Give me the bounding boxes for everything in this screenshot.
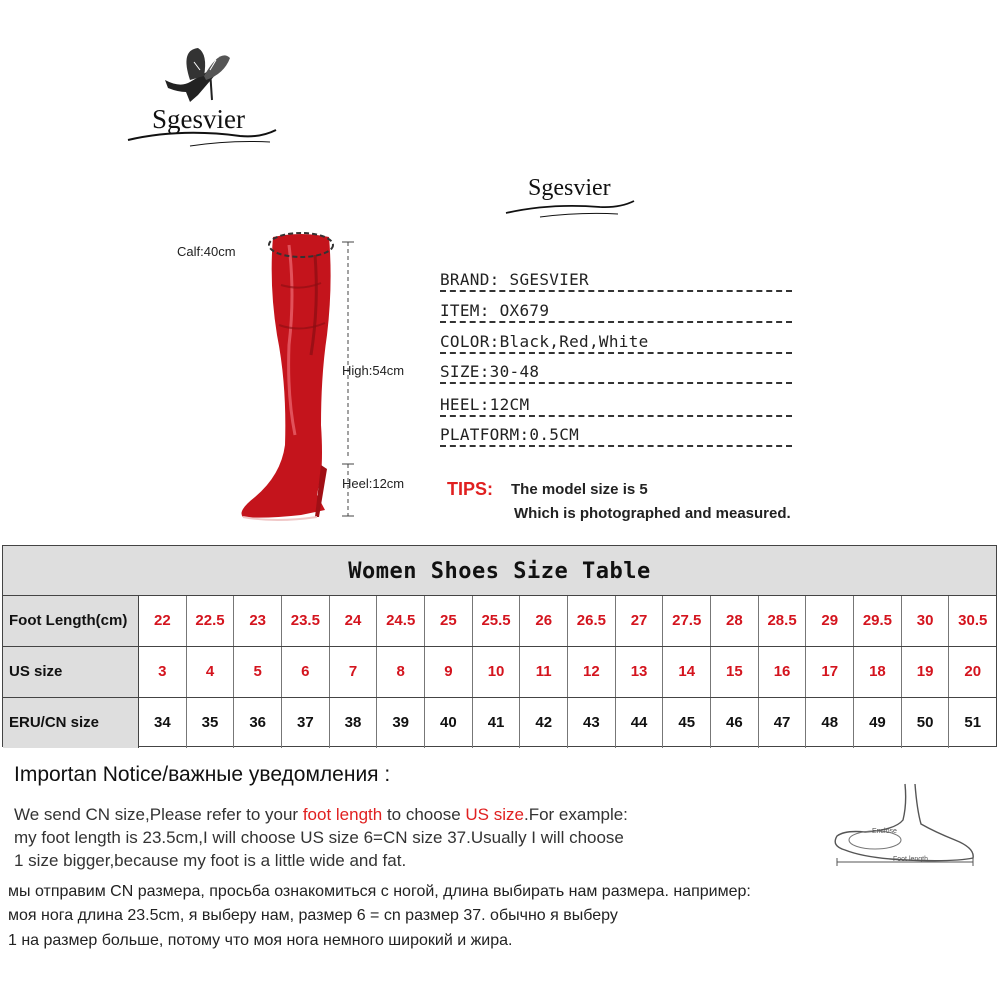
table-cell: 10	[473, 647, 521, 697]
table-cell: 18	[854, 647, 902, 697]
table-cell: 17	[806, 647, 854, 697]
table-cell: 22	[139, 596, 187, 646]
table-cell: 36	[234, 698, 282, 748]
table-cell: 23	[234, 596, 282, 646]
notice-en-line-2: my foot length is 23.5cm,I will choose US size 6=CN size 37.Usually I will choose	[14, 828, 624, 847]
spec-heel: HEEL:12CM	[440, 395, 792, 417]
table-cell: 6	[282, 647, 330, 697]
table-cell: 35	[187, 698, 235, 748]
table-cell: 25	[425, 596, 473, 646]
table-cell: 41	[473, 698, 521, 748]
table-cell: 37	[282, 698, 330, 748]
table-cell: 30	[902, 596, 950, 646]
table-cell: 29	[806, 596, 854, 646]
notice-en-line-1	[14, 805, 628, 825]
table-cell: 3	[139, 647, 187, 697]
foot-length-highlight: foot length	[302, 805, 383, 824]
table-cell: 20	[964, 663, 982, 680]
table-cell: 11	[520, 647, 568, 697]
table-cell: 50	[902, 698, 950, 748]
table-cell: 38	[330, 698, 378, 748]
table-cell: 7	[330, 647, 378, 697]
table-cell: 39	[377, 698, 425, 748]
row-header: US size	[3, 647, 139, 697]
tips-line-1: The model size is 5	[511, 481, 648, 498]
table-cell: 13	[616, 647, 664, 697]
table-cell: 43	[568, 698, 616, 748]
table-cell: 4	[187, 647, 235, 697]
table-cell: 12	[568, 647, 616, 697]
row-header: ERU/CN size	[3, 698, 139, 748]
table-cell: 51	[964, 714, 982, 731]
brand-logo-center-text: Sgesvier	[528, 175, 611, 201]
spec-platform: PLATFORM:0.5CM	[440, 425, 792, 447]
heel-measure-label: Heel:12cm	[342, 476, 405, 491]
tips-line-2: Which is photographed and measured.	[514, 505, 791, 522]
notice-ru-line-2: моя нога длина 23.5cm, я выберу нам, размер 6 = cn размер 37. обычно я выберу	[8, 907, 618, 924]
notice-text: We send CN size,Please refer to your	[14, 805, 303, 824]
table-cell: 9	[425, 647, 473, 697]
table-cell: 19	[902, 647, 950, 697]
butterfly-heel-icon	[120, 40, 290, 160]
table-cell: 44	[616, 698, 664, 748]
table-cell: 30.5	[958, 612, 988, 629]
spec-color: COLOR:Black,Red,White	[440, 332, 792, 354]
table-cell: 42	[520, 698, 568, 748]
table-cell: 22.5	[187, 596, 235, 646]
table-cell: 26	[520, 596, 568, 646]
table-cell: 29.5	[854, 596, 902, 646]
notice-ru-line-3: 1 на размер больше, потому что моя нога немного широкий и жира.	[8, 932, 513, 949]
table-cell: 34	[139, 698, 187, 748]
table-cell: 24	[330, 596, 378, 646]
us-size-highlight: US size	[465, 805, 524, 824]
table-cell: 24.5	[377, 596, 425, 646]
brand-logo-top	[120, 40, 290, 160]
foot-length-label: Foot length	[893, 856, 929, 863]
table-cell: 48	[806, 698, 854, 748]
spec-brand: BRAND: SGESVIER	[440, 270, 792, 292]
table-cell: 28	[711, 596, 759, 646]
foot-enclose-label: Enclose	[872, 828, 897, 835]
table-cell: 8	[377, 647, 425, 697]
notice-ru-line-1: мы отправим CN размера, просьба ознакомиться с ногой, длина выбирать нам размера. например:	[8, 883, 751, 900]
table-cell: 14	[663, 647, 711, 697]
table-cell: 27	[616, 596, 664, 646]
notice-text: to choose	[382, 805, 466, 824]
table-cell: 15	[711, 647, 759, 697]
table-cell: 40	[425, 698, 473, 748]
table-cell: 49	[854, 698, 902, 748]
table-cell: 5	[234, 647, 282, 697]
row-header: Foot Length(cm)	[3, 596, 139, 646]
table-row-foot-length	[3, 596, 996, 647]
spec-size: SIZE:30-48	[440, 362, 792, 384]
brand-logo-top-text: Sgesvier	[152, 104, 245, 134]
notice-text: .For example:	[523, 805, 628, 824]
table-cell: 45	[663, 698, 711, 748]
table-cell: 46	[711, 698, 759, 748]
notice-en-line-3: 1 size bigger,because my foot is a little wide and fat.	[14, 851, 407, 870]
table-row-eu-cn-size	[3, 698, 996, 748]
table-row-us-size	[3, 647, 996, 698]
spec-item: ITEM: OX679	[440, 301, 792, 323]
height-measure-label: High:54cm	[342, 363, 405, 378]
table-cell: 23.5	[282, 596, 330, 646]
notice-title: Importan Notice/важные уведомления :	[14, 763, 391, 786]
table-cell: 47	[759, 698, 807, 748]
tips-label: TIPS:	[447, 479, 494, 499]
table-cell: 27.5	[663, 596, 711, 646]
table-cell: 25.5	[473, 596, 521, 646]
calf-measure-label: Calf:40cm	[177, 244, 236, 259]
table-cell: 28.5	[759, 596, 807, 646]
size-table-title: Women Shoes Size Table	[3, 546, 996, 596]
table-cell: 16	[759, 647, 807, 697]
size-table	[2, 545, 997, 747]
table-cell: 26.5	[568, 596, 616, 646]
